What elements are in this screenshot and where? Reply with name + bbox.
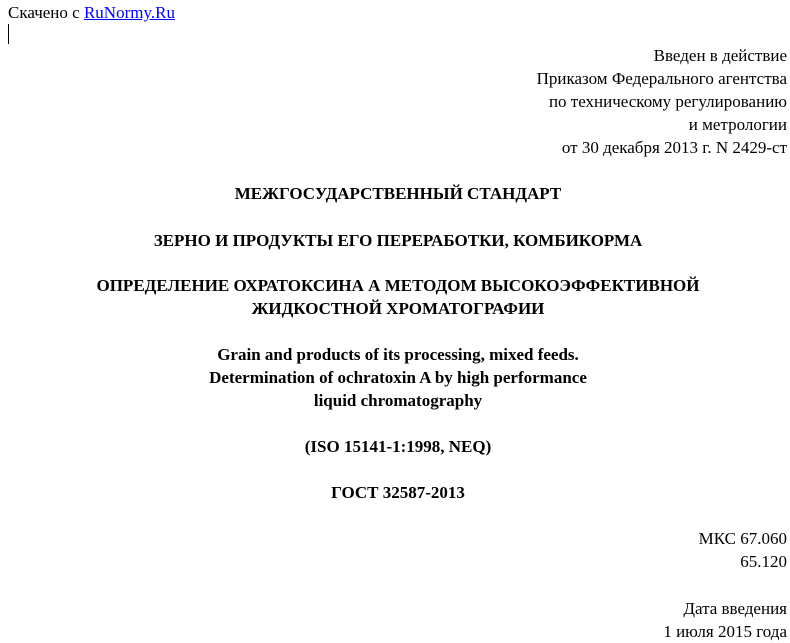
method-title-line: ЖИДКОСТНОЙ ХРОМАТОГРАФИИ bbox=[251, 299, 545, 318]
classification-codes bbox=[699, 527, 787, 573]
product-title: ЗЕРНО И ПРОДУКТЫ ЕГО ПЕРЕРАБОТКИ, КОМБИКОРМА bbox=[153, 231, 643, 250]
english-title-line: liquid chromatography bbox=[313, 391, 483, 410]
downloaded-prefix: Скачено с bbox=[8, 3, 80, 22]
download-source-line bbox=[8, 1, 175, 24]
source-link[interactable]: RuNormy.Ru bbox=[83, 3, 175, 22]
effective-date-line: 1 июля 2015 года bbox=[663, 622, 787, 641]
english-title-line: Determination of ochratoxin A by high performance bbox=[209, 368, 587, 387]
method-title bbox=[0, 274, 790, 320]
method-title-line: ОПРЕДЕЛЕНИЕ ОХРАТОКСИНА А МЕТОДОМ ВЫСОКОЭФФЕКТИВНОЙ bbox=[96, 276, 700, 295]
adoption-line: Введен в действие bbox=[653, 46, 787, 65]
text-cursor bbox=[8, 24, 9, 44]
mks-code-line: МКС 67.060 bbox=[698, 529, 787, 548]
adoption-notice bbox=[537, 44, 787, 159]
english-title bbox=[0, 343, 790, 412]
adoption-line: по техническому регулированию bbox=[548, 92, 787, 111]
adoption-line: и метрологии bbox=[688, 115, 787, 134]
adoption-line: от 30 декабря 2013 г. N 2429-ст bbox=[561, 138, 787, 157]
effective-date bbox=[663, 597, 787, 643]
effective-date-line: Дата введения bbox=[683, 599, 787, 618]
iso-reference: (ISO 15141-1:1998, NEQ) bbox=[304, 437, 492, 456]
adoption-line: Приказом Федерального агентства bbox=[536, 69, 787, 88]
english-title-line: Grain and products of its processing, mixed feeds. bbox=[217, 345, 579, 364]
gost-number: ГОСТ 32587-2013 bbox=[331, 483, 465, 502]
mks-code-line: 65.120 bbox=[740, 552, 787, 571]
standard-type-heading: МЕЖГОСУДАРСТВЕННЫЙ СТАНДАРТ bbox=[234, 184, 562, 203]
